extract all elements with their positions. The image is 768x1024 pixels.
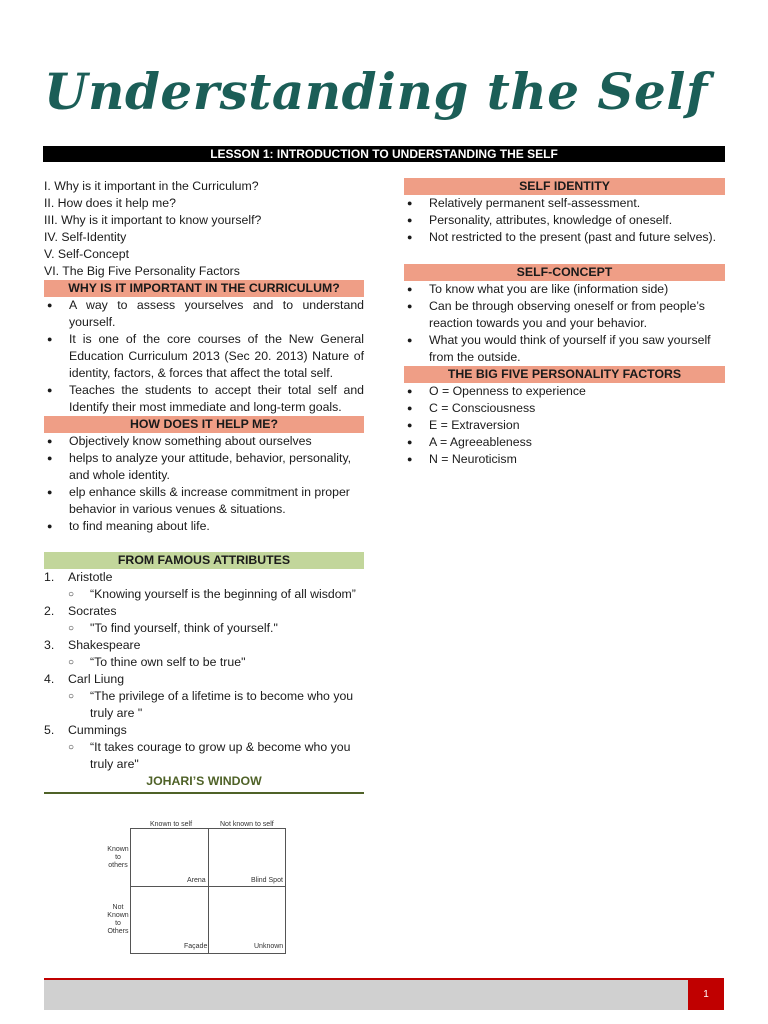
self-identity-heading: SELF IDENTITY [404,178,725,195]
outline-item: II. How does it help me? [44,196,176,210]
person-name: Socrates [68,604,117,618]
item-number: 4. [44,672,55,686]
label-word: Others [107,928,129,935]
list-item: ● Teaches the students to accept their total self and Identify their most immediate and long-term goals. [44,382,364,416]
quadrant-facade: Façade [184,943,208,950]
list-item: ● O = Openness to experience [404,383,725,400]
item-number: 5. [44,723,55,737]
list-item [44,569,364,586]
big-five-heading: THE BIG FIVE PERSONALITY FACTORS [404,366,725,383]
item-number: 3. [44,638,55,652]
johari-heading: JOHARI’S WINDOW [44,773,364,794]
label-known-to-self: Known to self [150,821,193,828]
how-help-heading: HOW DOES IT HELP ME? [44,416,364,433]
quote: ○ "To find yourself, think of yourself." [44,620,364,637]
label-word: to [115,920,121,927]
johari-grid [130,828,286,954]
list-item [44,603,364,620]
list-item: ● N = Neuroticism [404,451,725,468]
label-known-to-others [106,846,130,870]
person-name: Shakespeare [68,638,141,652]
quadrant-arena: Arena [187,877,206,884]
list-item: ● Objectively know something about ourselves [44,433,364,450]
outline-item: III. Why is it important to know yourself? [44,213,262,227]
list-item [44,637,364,654]
outline [44,178,364,280]
label-not-known-to-self: Not known to self [220,821,274,828]
why-important-heading: WHY IS IT IMPORTANT IN THE CURRICULUM? [44,280,364,297]
outline-item: V. Self-Concept [44,247,129,261]
page-number: 1 [688,980,724,1010]
quote: ○ “The privilege of a lifetime is to become who you truly are " [44,688,364,722]
person-name: Carl Liung [68,672,125,686]
list-item: ● A way to assess yourselves and to understand yourself. [44,297,364,331]
page-title: Understanding the Self [44,62,708,121]
list-item: ● Not restricted to the present (past and future selves). [404,229,725,246]
label-not-known-to-others [106,904,130,936]
list-item: ● Personality, attributes, knowledge of oneself. [404,212,725,229]
famous-list [44,569,364,773]
list-item: ● It is one of the core courses of the New General Education Curriculum 2013 (Sec 20. 2013) Nature of identity, factors, & forces that affect the total self. [44,331,364,382]
label-word: others [108,862,128,869]
quadrant-blind-spot: Blind Spot [251,877,283,884]
label-word: to [115,854,121,861]
johari-window-diagram [106,818,290,958]
list-item [44,722,364,739]
quote: ○ “Knowing yourself is the beginning of all wisdom” [44,586,364,603]
list-item: ● To know what you are like (information side) [404,281,725,298]
person-name: Cummings [68,723,127,737]
quadrant-unknown: Unknown [254,943,284,950]
person-name: Aristotle [68,570,113,584]
list-item: ● helps to analyze your attitude, behavior, personality, and whole identity. [44,450,364,484]
famous-heading: FROM FAMOUS ATTRIBUTES [44,552,364,569]
list-item: ● E = Extraversion [404,417,725,434]
why-important-list [44,297,364,416]
outline-item: VI. The Big Five Personality Factors [44,264,240,278]
how-help-list [44,433,364,535]
self-identity-list [404,195,725,246]
label-word: Not [112,904,124,911]
right-column [404,178,725,468]
list-item: ● to find meaning about life. [44,518,364,535]
list-item: ● Relatively permanent self-assessment. [404,195,725,212]
list-item: ● elp enhance skills & increase commitment in proper behavior in various venues & situations. [44,484,364,518]
footer-bar [44,980,688,1010]
quote: ○ “It takes courage to grow up & become who you truly are" [44,739,364,773]
quote: ○ “To thine own self to be true" [44,654,364,671]
label-word: Known [107,912,129,919]
list-item [44,671,364,688]
lesson-bar: LESSON 1: INTRODUCTION TO UNDERSTANDING THE SELF [43,146,725,162]
item-number: 2. [44,604,55,618]
big-five-list [404,383,725,468]
left-column [44,178,364,794]
outline-item: I. Why is it important in the Curriculum? [44,179,259,193]
label-word: Known [107,846,129,853]
item-number: 1. [44,570,55,584]
self-concept-heading: SELF-CONCEPT [404,264,725,281]
list-item: ● What you would think of yourself if you saw yourself from the outside. [404,332,725,366]
list-item: ● Can be through observing oneself or from people’s reaction towards you and your behavior. [404,298,725,332]
outline-item: IV. Self-Identity [44,230,127,244]
self-concept-list [404,281,725,366]
list-item: ● A = Agreeableness [404,434,725,451]
list-item: ● C = Consciousness [404,400,725,417]
